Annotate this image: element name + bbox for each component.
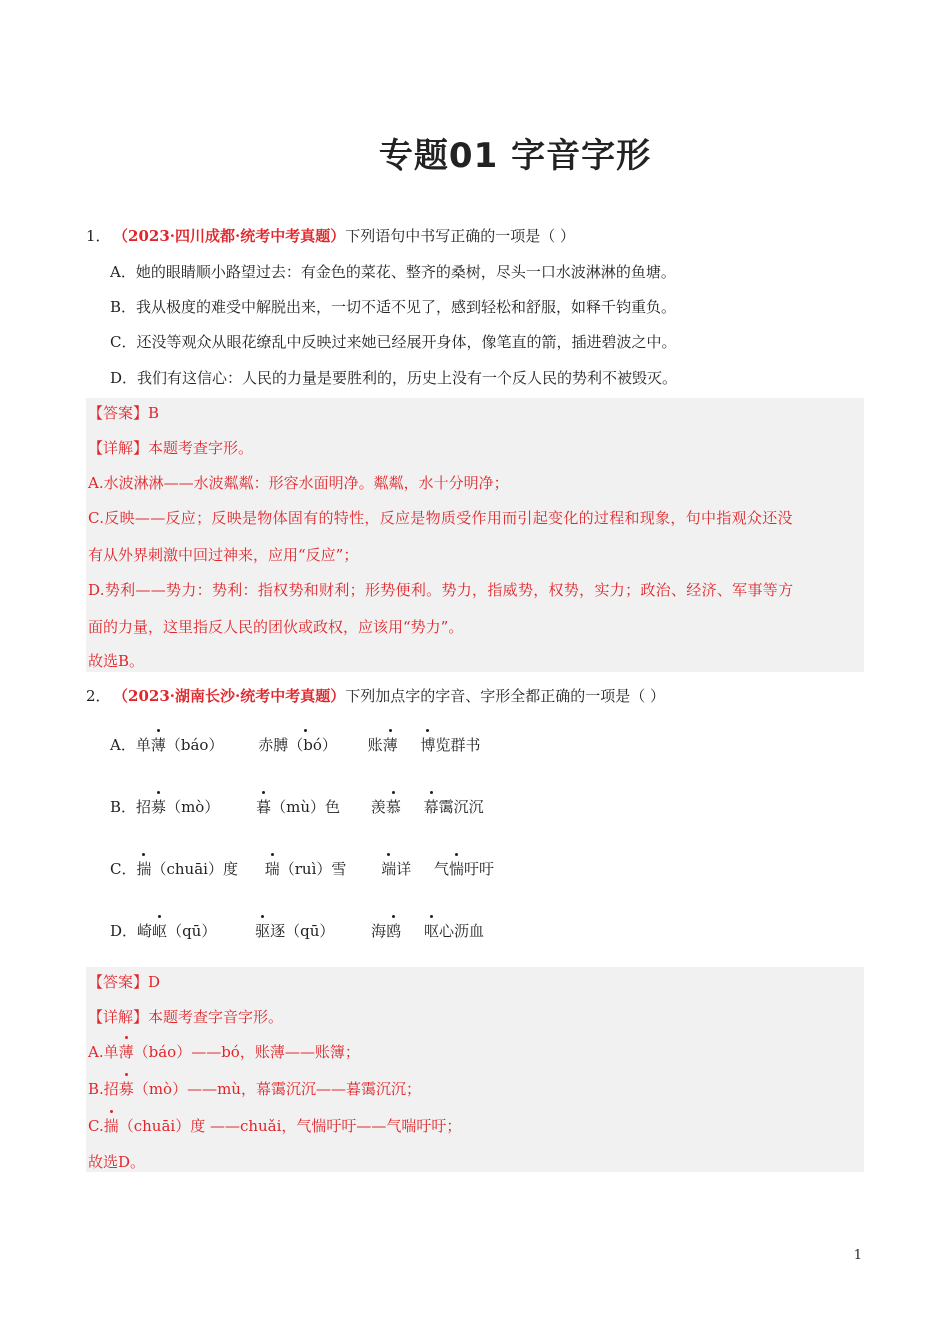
question-text: 下列语句中书写正确的一项是（ ） [345,227,576,245]
q1-explain-d: D.势利——势力：势利：指权势和财利；形势便利。势力，指威势，权势，实力；政治、经济、军事等方 [88,581,794,599]
q2-explain-b: B.招募（mò）——mù，幕霭沉沉——暮霭沉沉； [88,1080,421,1098]
q2-option-c [110,859,494,879]
page-number: 1 [853,1248,862,1263]
q1-answer [88,403,159,423]
answer-label: 【答案】 [88,973,149,991]
option-letter: D． [110,922,138,940]
question-number: 2． [86,687,111,705]
word: 账薄 [367,736,398,754]
option-letter: C． [110,860,137,878]
word: 端详 [381,860,412,878]
question-source: （2023·湖南长沙·统考中考真题） [120,687,346,705]
word: 瑞（ruì）雪 [264,860,347,878]
answer-label: 【答案】 [88,404,149,422]
page-title: 专题01 字音字形 [378,136,652,176]
word: 博览群书 [420,736,481,754]
word: 幕霭沉沉 [423,798,484,816]
q2-explain-a: A.单薄（báo）——bó，账薄——账簿； [88,1043,360,1061]
question-source: （2023·四川成都·统考中考真题） [120,227,346,245]
q2-explain-c: C.揣（chuāi）度 ——chuǎi，气惴吁吁——气喘吁吁； [88,1117,462,1135]
q1-explain-c: C.反映——反应；反映是物体固有的特性，反应是物质受作用而引起变化的过程和现象，句中指观众还没 [88,509,793,527]
word: 赤膊（bó） [258,736,337,754]
q1-option-b: B．我从极度的难受中解脱出来，一切不适不见了，感到轻松和舒服，如释千钧重负。 [110,298,677,316]
detail-label: 【详解】 [88,439,149,457]
option-letter: B． [110,798,137,816]
word: 气惴吁吁 [434,860,495,878]
q2-option-a [110,735,481,755]
q2-detail [88,1007,283,1027]
question-number: 1． [86,227,111,245]
q2-option-d [110,921,484,941]
q1-option-d: D．我们有这信心：人民的力量是要胜利的，历史上没有一个反人民的势利不被毁灭。 [110,369,678,387]
word: 崎岖（qū） [137,922,217,940]
q1-explain-c-cont: 有从外界刺激中回过神来，应用“反应”； [88,546,359,564]
word: 海鸥 [371,922,402,940]
word: 呕心沥血 [423,922,485,940]
q1-explain-d-cont: 面的力量，这里指反人民的团伙或政权，应该用“势力”。 [88,618,464,636]
q1-conclusion: 故选B。 [88,652,145,670]
option-letter: A． [110,736,136,754]
word: 单薄（báo） [135,736,224,754]
q1-option-c: C．还没等观众从眼花缭乱中反映过来她已经展开身体，像笔直的箭，插进碧波之中。 [110,333,677,351]
question-text: 下列加点字的字音、字形全都正确的一项是（ ） [345,687,666,705]
word: 招募（mò） [136,798,220,816]
detail-text: 本题考查字形。 [148,439,254,457]
detail-label: 【详解】 [88,1008,149,1026]
q1-detail [88,438,253,458]
answer-value: D [148,973,161,991]
word: 驱逐（qū） [255,922,335,940]
word: 羡慕 [370,798,401,816]
q2-answer [88,972,160,992]
word: 揣（chuāi）度 [136,860,238,878]
question-1-stem [86,226,575,246]
detail-text: 本题考查字音字形。 [148,1008,284,1026]
q1-explain-a: A.水波淋淋——水波粼粼：形容水面明净。粼粼，水十分明净； [88,474,509,492]
q1-option-a: A．她的眼睛顺小路望过去：有金色的菜花、整齐的桑树，尽头一口水波淋淋的鱼塘。 [110,263,676,281]
q2-answer-box [86,967,864,1172]
q2-option-b [110,797,484,817]
question-2-stem [86,686,665,706]
q2-conclusion: 故选D。 [88,1153,146,1171]
answer-value: B [148,404,160,422]
word: 暮（mù）色 [256,798,341,816]
